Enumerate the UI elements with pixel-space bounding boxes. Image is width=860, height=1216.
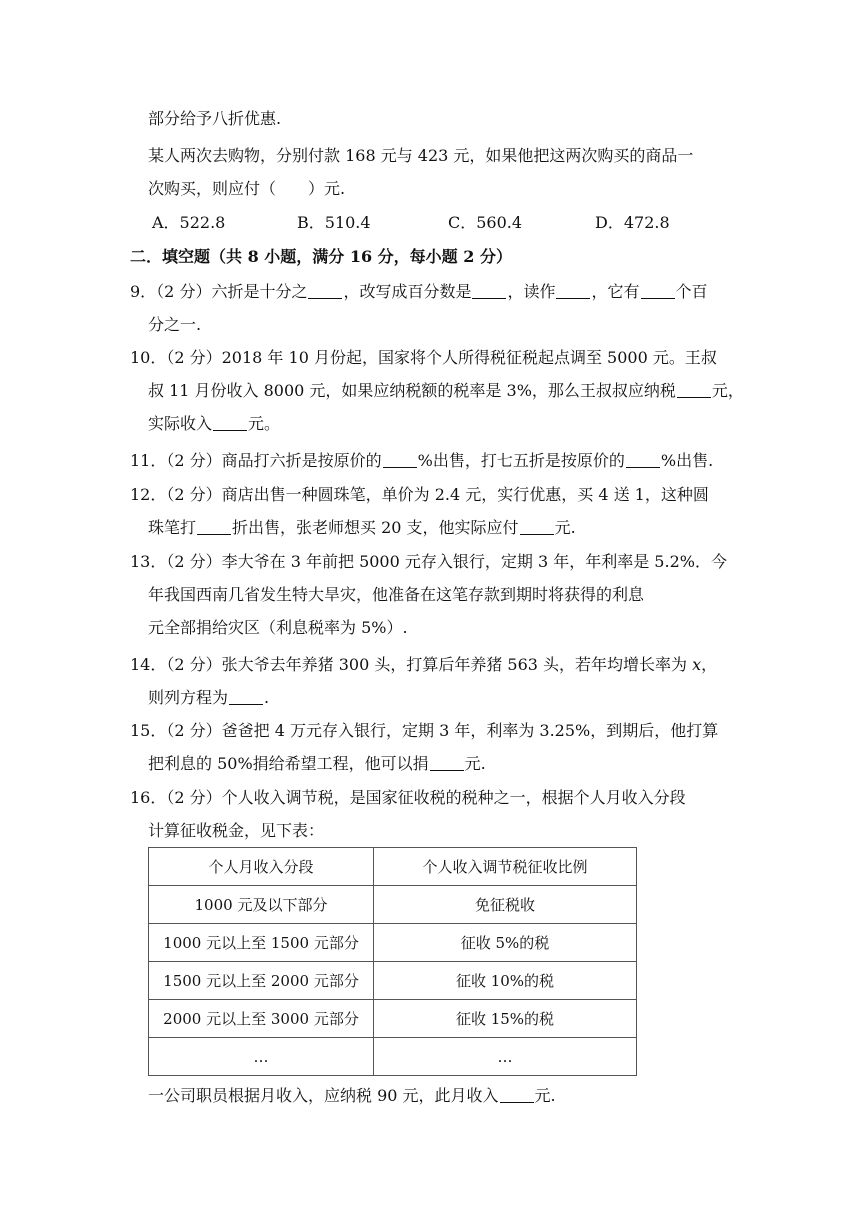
q8-option-d[interactable]: D．472.8 bbox=[595, 213, 670, 232]
q16-line2: 计算征收税金，见下表： bbox=[148, 821, 325, 840]
q10-text-a: 叔 11 月份收入 8000 元，如果应纳税额的税率是 3%，那么王叔叔应纳税 bbox=[148, 381, 676, 400]
q9-blank-1[interactable] bbox=[308, 282, 342, 299]
q10-blank-1[interactable] bbox=[677, 381, 711, 398]
table-cell: 1000 元及以下部分 bbox=[149, 886, 374, 924]
q8-option-b[interactable]: B．510.4 bbox=[297, 213, 371, 232]
q14-text-c: 则列方程为 bbox=[148, 688, 229, 707]
q9-line2: 分之一. bbox=[148, 315, 202, 334]
q15-text-a: 把利息的 50%捐给希望工程，他可以捐 bbox=[148, 754, 429, 773]
table-cell: 1500 元以上至 2000 元部分 bbox=[149, 962, 374, 1000]
q8-tail: 部分给予八折优惠. bbox=[148, 109, 282, 128]
q14-line2 bbox=[148, 687, 269, 709]
table-row bbox=[149, 924, 637, 962]
q10-line3 bbox=[148, 413, 280, 435]
q11-text-b: %出售，打七五折是按原价的 bbox=[417, 451, 625, 470]
table-cell: … bbox=[374, 1038, 637, 1076]
q9-text-d: ，它有 bbox=[591, 282, 640, 301]
q13-line2: 年我国西南几省发生特大旱灾，他准备在这笔存款到期时将获得的利息 bbox=[148, 585, 645, 604]
q15-line2 bbox=[148, 753, 486, 775]
q11-text-c: %出售. bbox=[660, 451, 714, 470]
q15-line1: 15．（2 分）爸爸把 4 万元存入银行，定期 3 年，利率为 3.25%，到期后，他打算 bbox=[130, 721, 719, 740]
q9-line1 bbox=[130, 281, 708, 303]
q16-blank-1[interactable] bbox=[500, 1086, 534, 1103]
table-cell: 征收 15%的税 bbox=[374, 1000, 637, 1038]
section-heading: 二．填空题（共 8 小题，满分 16 分，每小题 2 分） bbox=[130, 247, 512, 266]
table-row bbox=[149, 1038, 637, 1076]
q11-blank-2[interactable] bbox=[626, 451, 660, 468]
q12-line2 bbox=[148, 517, 576, 539]
tax-rate-table bbox=[148, 847, 637, 1076]
q14-line1 bbox=[130, 654, 717, 676]
q14-text-d: . bbox=[264, 688, 270, 707]
q13-line3: 元全部捐给灾区（利息税率为 5%）. bbox=[148, 618, 408, 637]
q9-text-e: 个百 bbox=[675, 282, 708, 301]
q16-after-table bbox=[148, 1085, 556, 1107]
table-row bbox=[149, 1000, 637, 1038]
q10-line1: 10．（2 分）2018 年 10 月份起，国家将个人所得税征税起点调至 5000 元。王叔 bbox=[130, 348, 717, 367]
q9-text-b: ，改写成百分数是 bbox=[343, 282, 472, 301]
q15-blank-1[interactable] bbox=[430, 754, 464, 771]
q8-option-a[interactable]: A．522.8 bbox=[152, 213, 226, 232]
q14-text-b: ， bbox=[701, 655, 718, 674]
q16-text-b: 元. bbox=[534, 1086, 556, 1105]
q8-stem-line2: 次购买，则应付（ ）元. bbox=[148, 179, 346, 198]
q14-variable: x bbox=[692, 655, 702, 674]
q16-line1: 16．（2 分）个人收入调节税，是国家征收税的税种之一，根据个人月收入分段 bbox=[130, 788, 686, 807]
q15-text-b: 元. bbox=[464, 754, 486, 773]
q10-blank-2[interactable] bbox=[213, 414, 247, 431]
table-header-tax-rate: 个人收入调节税征收比例 bbox=[374, 848, 637, 886]
table-row bbox=[149, 886, 637, 924]
q8-stem-line1: 某人两次去购物，分别付款 168 元与 423 元，如果他把这两次购买的商品一 bbox=[148, 146, 694, 165]
table-header-row bbox=[149, 848, 637, 886]
q12-blank-1[interactable] bbox=[197, 518, 231, 535]
table-cell: 1000 元以上至 1500 元部分 bbox=[149, 924, 374, 962]
table-header-income-bracket: 个人月收入分段 bbox=[149, 848, 374, 886]
q11-blank-1[interactable] bbox=[383, 451, 417, 468]
q14-blank-1[interactable] bbox=[229, 688, 263, 705]
q8-option-c[interactable]: C．560.4 bbox=[448, 213, 523, 232]
q16-text-a: 一公司职员根据月收入，应纳税 90 元，此月收入 bbox=[148, 1086, 499, 1105]
q10-line2 bbox=[148, 380, 744, 402]
q13-line1: 13．（2 分）李大爷在 3 年前把 5000 元存入银行，定期 3 年，年利率是 5.2%．今 bbox=[130, 552, 727, 571]
q14-text-a: 14．（2 分）张大爷去年养猪 300 头，打算后年养猪 563 头，若年均增长率为 bbox=[130, 655, 693, 674]
q12-blank-2[interactable] bbox=[520, 518, 554, 535]
q10-text-c: 实际收入 bbox=[148, 414, 213, 433]
q9-blank-2[interactable] bbox=[472, 282, 506, 299]
q10-text-d: 元。 bbox=[248, 414, 281, 433]
q9-text-c: ，读作 bbox=[507, 282, 556, 301]
q9-blank-4[interactable] bbox=[641, 282, 675, 299]
table-cell: 征收 5%的税 bbox=[374, 924, 637, 962]
q10-text-b: 元， bbox=[711, 381, 744, 400]
q9-blank-3[interactable] bbox=[556, 282, 590, 299]
q9-text-a: 9．（2 分）六折是十分之 bbox=[130, 282, 308, 301]
table-cell: 2000 元以上至 3000 元部分 bbox=[149, 1000, 374, 1038]
q11-line1 bbox=[130, 450, 713, 472]
q12-text-b: 折出售，张老师想买 20 支，他实际应付 bbox=[232, 518, 519, 537]
table-cell: 免征税收 bbox=[374, 886, 637, 924]
q11-text-a: 11．（2 分）商品打六折是按原价的 bbox=[130, 451, 382, 470]
table-cell: 征收 10%的税 bbox=[374, 962, 637, 1000]
table-row bbox=[149, 962, 637, 1000]
q12-line1: 12．（2 分）商店出售一种圆珠笔，单价为 2.4 元，实行优惠，买 4 送 1，这种圆 bbox=[130, 485, 709, 504]
q12-text-a: 珠笔打 bbox=[148, 518, 197, 537]
q12-text-c: 元. bbox=[554, 518, 576, 537]
table-cell: … bbox=[149, 1038, 374, 1076]
